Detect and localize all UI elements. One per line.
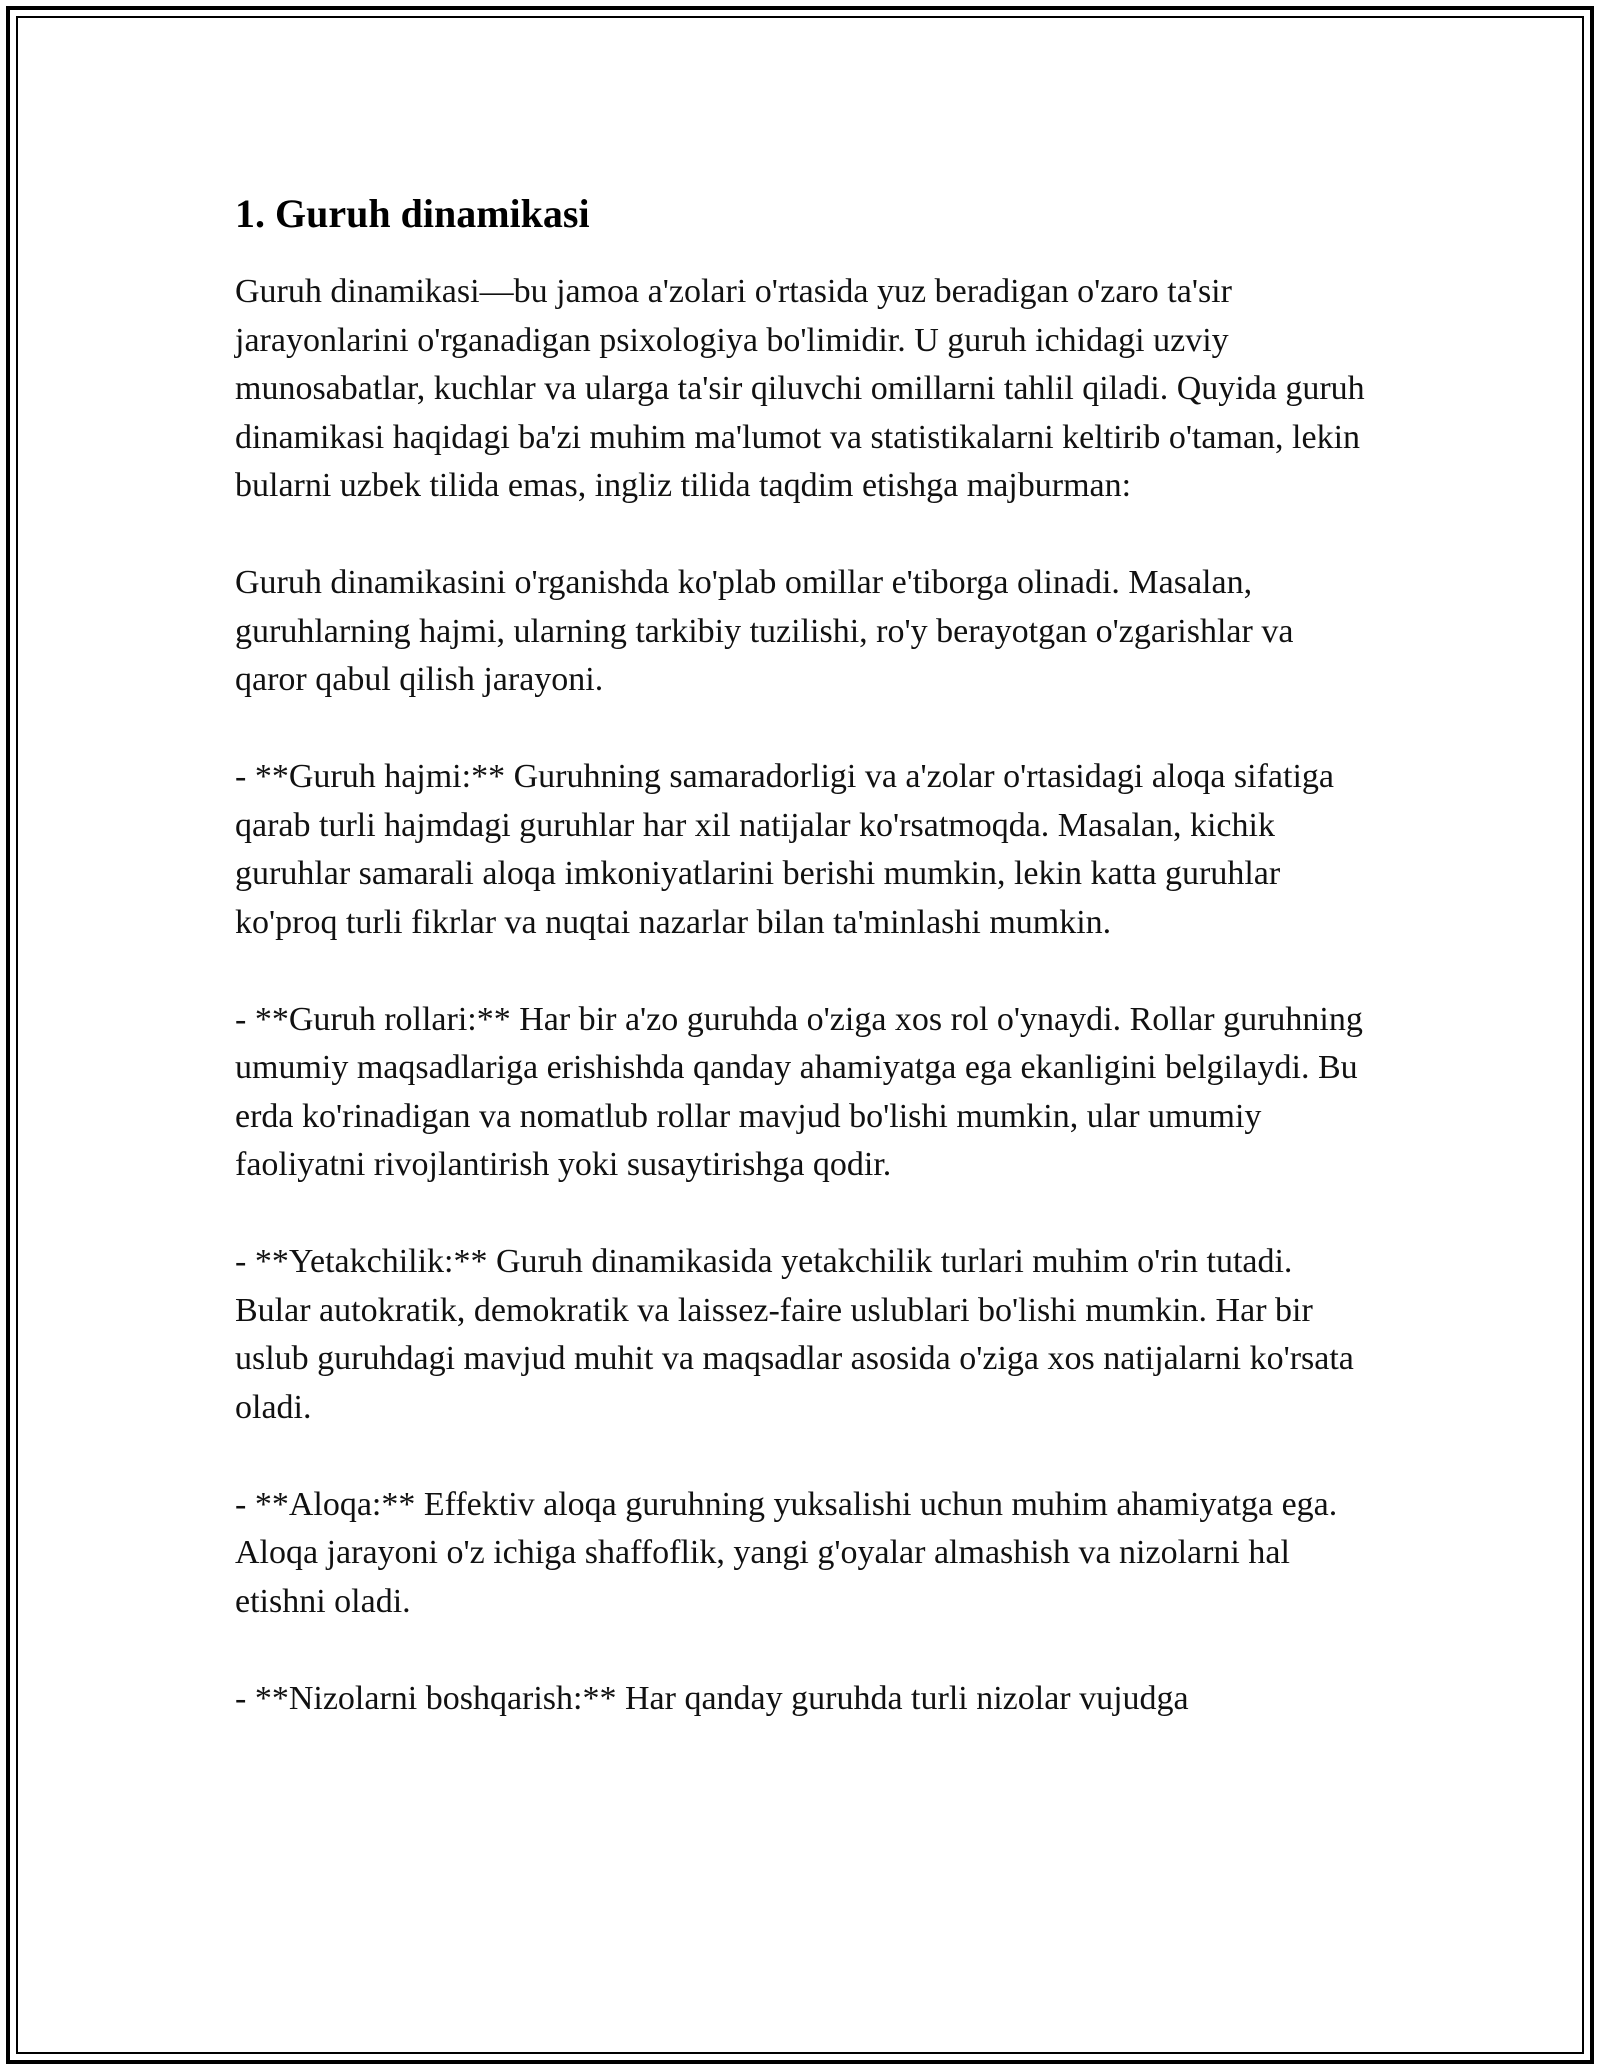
paragraph-factors: Guruh dinamikasini o'rganishda ko'plab omillar e'tiborga olinadi. Masalan, guruhlarning hajmi, ularning tarkibiy tuzilishi, ro'y berayotgan o'zgarishlar va qaror qabul qilish jarayoni. (235, 564, 1294, 698)
document-body (235, 186, 1365, 1723)
list-item-group-size: - **Guruh hajmi:** Guruhning samaradorligi va a'zolar o'rtasidagi aloqa sifatiga qarab turli hajmdagi guruhlar har xil natijalar ko'rsatmoqda. Masalan, kichik guruhlar samarali aloqa imkoniyatlarini berishi mumkin, lekin katta guruhlar ko'proq turli fikrlar va nuqtai nazarlar bilan ta'minlashi mumkin. (235, 758, 1334, 941)
list-item-communication: - **Aloqa:** Effektiv aloqa guruhning yuksalishi uchun muhim ahamiyatga ega. Aloqa jarayoni o'z ichiga shaffoflik, yangi g'oyalar almashish va nizolarni hal etishni oladi. (235, 1485, 1338, 1620)
paragraph-intro: Guruh dinamikasi—bu jamoa a'zolari o'rtasida yuz beradigan o'zaro ta'sir jarayonlarini o'rganadigan psixologiya bo'limidir. U guruh ichidagi uzviy munosabatlar, kuchlar va ularga ta'sir qiluvchi omillarni tahlil qiladi. Quyida guruh dinamikasi haqidagi ba'zi muhim ma'lumot va statistikalarni keltirib o'taman, lekin bularni uzbek tilida emas, ingliz tilida taqdim etishga majburman: (235, 273, 1365, 504)
list-item-group-roles: - **Guruh rollari:** Har bir a'zo guruhda o'ziga xos rol o'ynaydi. Rollar guruhning umumiy maqsadlariga erishishda qanday ahamiyatga ega ekanligini belgilaydi. Bu erda ko'rinadigan va nomatlub rollar mavjud bo'lishi mumkin, ular umumiy faoliyatni rivojlantirish yoki susaytirishga qodir. (235, 1000, 1363, 1183)
list-item-conflict-management: - **Nizolarni boshqarish:** Har qanday guruhda turli nizolar vujudga (235, 1679, 1189, 1717)
list-item-leadership: - **Yetakchilik:** Guruh dinamikasida yetakchilik turlari muhim o'rin tutadi. Bular autokratik, demokratik va laissez-faire uslublari bo'lishi mumkin. Har bir uslub guruhdagi mavjud muhit va maqsadlar asosida o'ziga xos natijalarni ko'rsata oladi. (235, 1243, 1354, 1426)
section-heading: 1. Guruh dinamikasi (235, 191, 590, 236)
